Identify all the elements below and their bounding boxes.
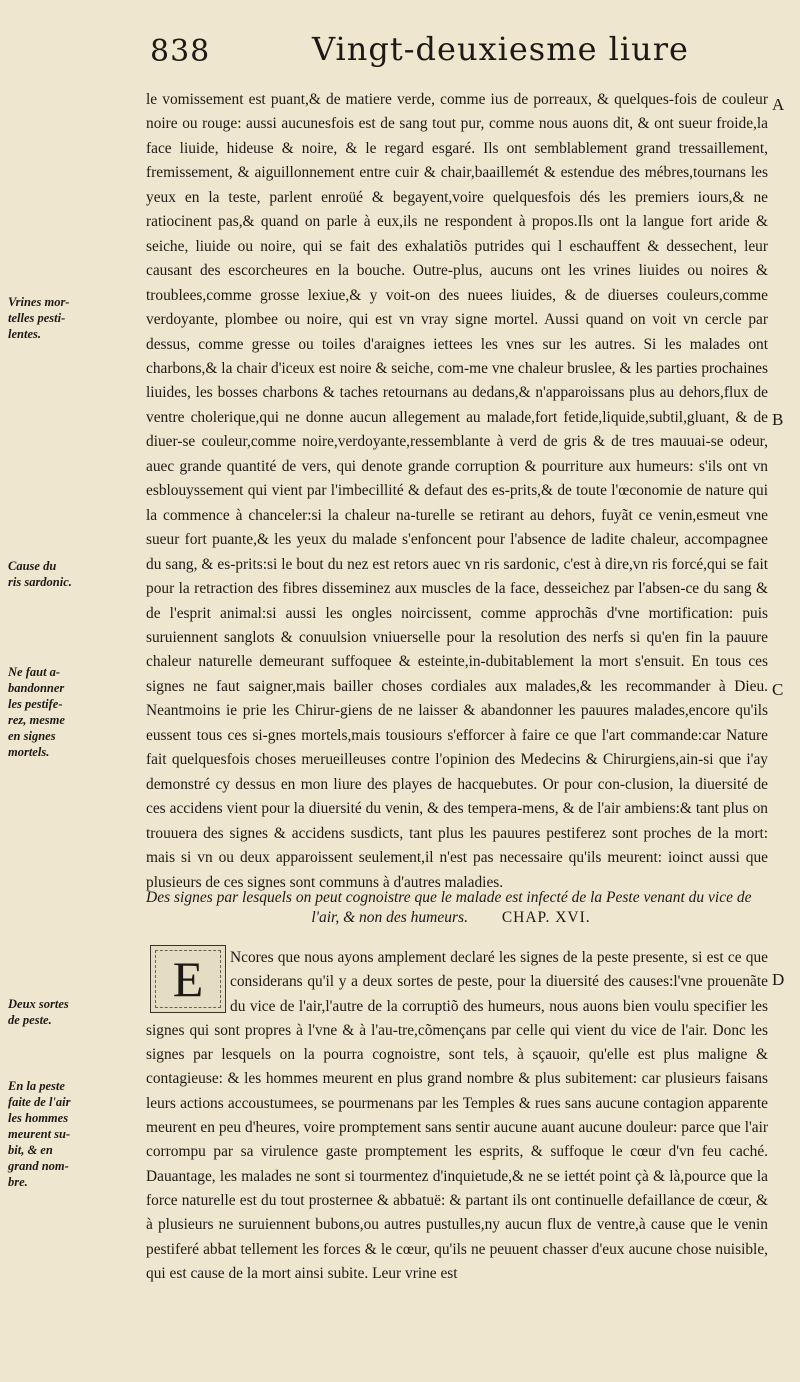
margin-note-sardonic: Cause du ris sardonic. <box>8 559 72 589</box>
drop-cap-letter: E <box>172 951 204 1007</box>
body-paragraph: le vomissement est puant,& de matiere verde, comme ius de porreaux, & quelques-fois de couleur noire ou rouge: aussi aucunesfois est de sang tout pur, comme nous auons dit, & ont sueur froide,la face liuide, hideuse & noire, & le regard esgaré. Ils ont semblablement grand tressaillement, fremissement, & aiguillonnement entre cuir & chair,baaillemét & estendue des mébres,tournans les yeux en la teste, parlent enroüé & begayent,voire quelquesfois dés les premiers iours,& ne ratiocinent pas,& quand on parle à eux,ils ne respondent à propos.Ils ont la langue fort aride & seiche, liuide ou noire, qui se fait des exhalatiõs putrides qui l eschauffent & dessechent, leur causant des escorcheures en la bouche. Outre-plus, aucuns ont les vrines liuides ou noires & troublees,comme grosse lexiue,& y voit-on des nuees liuides, & de diuerses couleurs,comme verdoyante, plombee ou noire, qui est vn vray signe mortel. Aussi quand on voit vn cercle par dessus, comme gresse ou toiles d'araignes iettees les vnes sur les autres. Si les malades ont charbons,& la chair d'iceux est noire & seiche, com-me vne chaleur bruslee, & les parties prochaines liuides, les bosses charbons & taches retournans au dedans,& n'apparoissans plus au dehors,flux de ventre cholerique,qui ne donne aucun allegement au malade,fort fetide,liquide,subtil,gluant, & de diuer-se couleur,comme noire,verdoyante,ressemblante à verd de gris & de tres mauuai-se odeur, auec grande quantité de vers, qui denote grande corruption & pourriture aux humeurs: s'ils ont vn esblouyssement qui vient par l'imbecillité & defaut des es-prits,& de toute l'œconomie de nature qui la commence à chanceler:si la chaleur na-turelle se retirant au dehors, fuyãt ce venin,esmeut vne sueur fort puante,& les yeux du malade s'enfoncent pour l'absence de ladite chaleur, accompagnee du sang, & es-prits:si le bout du nez est retors auec vn ris sardonic, c'est à dire,vn ris forcé,qui se fait pour la retraction des fibres disseminez aux muscles de la face, desseichez par l'absen-ce du sang & de l'esprit animal:si aussi les ongles noircissent, comme approchãs d'vne mortification: puis suruiennent sanglots & conuulsion vniuerselle pour la resolution des nerfs si qu'en fin la pauure chaleur naturelle demeurant suffoquee & esteinte,in-dubitablement la mort s'ensuit. En tous ces signes ne faut saigner,mais bailler choses cordiales aux malades,& les recommander à Dieu. Neantmoins ie prie les Chirur-giens de ne laisser & abandonner les pauures malades,encore qu'ils eussent tous ces si-gnes mortels,mais tousiours s'efforcer à faire ce que l'art commande:car Nature fait quelquesfois choses merueilleuses contre l'opinion des Medecins & Chirurgiens,ain-si que i'ay demonstré cy dessus en mon liure des playes de hacquebutes. Or pour con-clusion, la diuersité de ces accidens vient pour la diuersité du venin, & des tempera-mens, & de l'air ambiens:& tant plus on trouuera des signes & accidens susdicts, tant plus les pauures pestiferez sont proches de la mort: mais si vn ou deux apparoissent seulement,il n'est pas necessaire qu'ils meurent: ioinct aussi que plusieurs de ces signes sont communs à d'autres maladies. <box>146 91 768 891</box>
page-number: 838 <box>150 34 211 69</box>
margin-note-two-plagues: Deux sortes de peste. <box>8 997 69 1027</box>
drop-cap <box>150 945 226 1013</box>
chapter-text-block <box>146 946 768 1286</box>
running-head: Vingt-deuxiesme liure <box>312 30 689 68</box>
chapter-text: Ncores que nous ayons amplement declaré les signes de la peste presente, si est ce que considerans qu'il y a deux sortes de peste, pour la diuersité des causes:l'vne prouenãte du vice de l'air,l'autre de la corruptiõ des humeurs, nous auons bien voulu specifier les signes qui sont propres à l'vne & à l'au-tre,cõmençans par celle qui vient du vice de l'air. Donc les signes par lesquels on la pourra cognoistre, sont tels, à sçauoir, qu'elle est plus maligne & contagieuse: & les hommes meurent en plus grand nombre & plus subitement: car plusieurs faisans leurs actions accoustumees, se pourmenans par les Temples & rues sans aucune contagion apparente meurent en peu d'heures, voire promptement sans sentir aucune auant aucune douleur: parce que l'air corrompu par sa virulence gaste promptement les esprits, & suffoque le cœur d'vn feu caché. Dauantage, les malades ne sont si tourmentez d'inquietude,& ne se iettét point çà & là,pource que la force naturelle est du tout prosternee & abbatuë: & partant ils ont continuelle defaillance de cœur, & à plusieurs ne suruiennent bubons,ou autres pustulles,ny aucun flux de ventre,à cause que le venin pestiferé abbat tellement les forces & le cœur, qu'ils ne peuuent chasser d'eux aucune chose nuisible, qui est cause de la mort ainsi subite. Leur vrine est <box>146 949 768 1282</box>
chapter-label: CHAP. XVI. <box>501 909 591 926</box>
main-text-block <box>146 88 768 895</box>
margin-note-air-plague: En la peste faite de l'air les hommes meurent su-bit, & en grand nom-bre. <box>8 1079 71 1189</box>
margin-letter-c: C <box>772 680 784 699</box>
margin-letter-b: B <box>772 410 784 429</box>
chapter-title-line2: l'air, & non des humeurs. <box>311 909 468 926</box>
margin-note-urines: Vrines mor-telles pesti-lentes. <box>8 295 70 341</box>
margin-note-abandon: Ne faut a-bandonner les pestife-rez, mesme en signes mortels. <box>8 665 65 759</box>
margin-letter-d: D <box>772 970 785 989</box>
margin-letter-a: A <box>772 95 785 114</box>
chapter-title-line1: Des signes par lesquels on peut cognoistre que le malade est infecté de la Peste venant du vice de <box>146 889 752 906</box>
chapter-title <box>146 888 776 928</box>
